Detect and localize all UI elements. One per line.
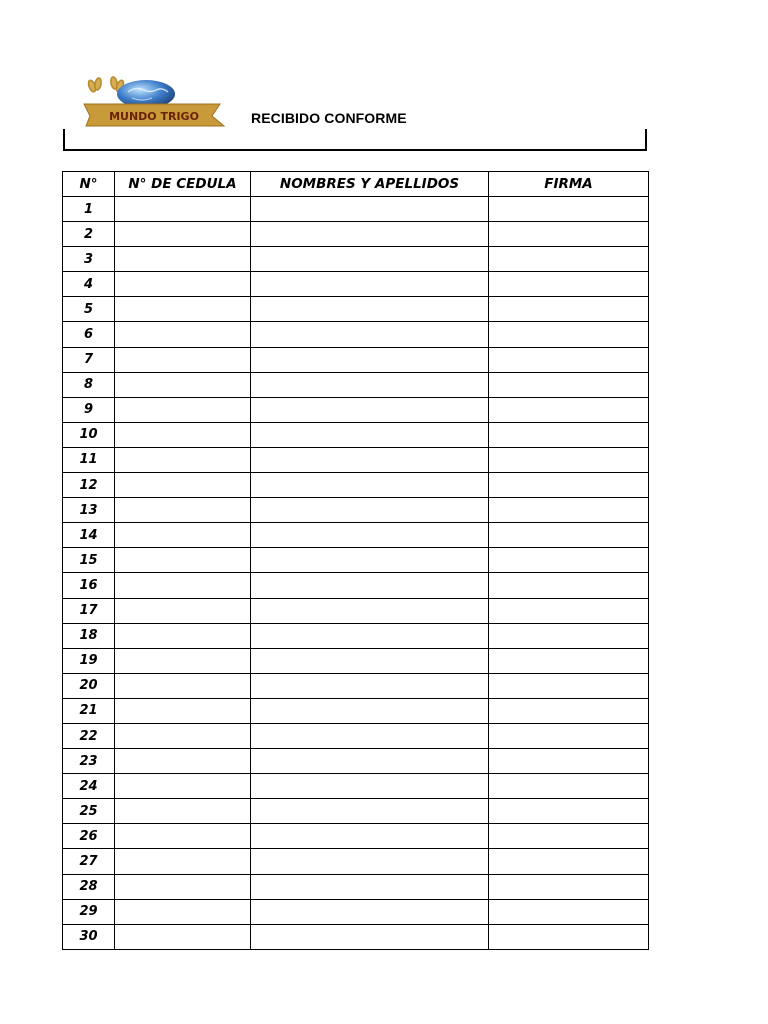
logo-brand-text: MUNDO TRIGO — [109, 110, 199, 123]
names-cell[interactable] — [251, 749, 489, 774]
names-cell[interactable] — [251, 422, 489, 447]
signature-cell[interactable] — [489, 899, 649, 924]
names-cell[interactable] — [251, 698, 489, 723]
table-row — [63, 322, 649, 347]
row-number: 25 — [63, 799, 115, 824]
signature-cell[interactable] — [489, 523, 649, 548]
row-number: 11 — [63, 447, 115, 472]
names-cell[interactable] — [251, 899, 489, 924]
table-row — [63, 799, 649, 824]
cedula-cell[interactable] — [115, 197, 251, 222]
cedula-cell[interactable] — [115, 849, 251, 874]
row-number: 15 — [63, 548, 115, 573]
cedula-cell[interactable] — [115, 648, 251, 673]
cedula-cell[interactable] — [115, 498, 251, 523]
table-row — [63, 723, 649, 748]
cedula-cell[interactable] — [115, 297, 251, 322]
row-number: 1 — [63, 197, 115, 222]
names-cell[interactable] — [251, 723, 489, 748]
signature-cell[interactable] — [489, 799, 649, 824]
row-number: 3 — [63, 247, 115, 272]
names-cell[interactable] — [251, 297, 489, 322]
names-cell[interactable] — [251, 322, 489, 347]
row-number: 18 — [63, 623, 115, 648]
table-row — [63, 247, 649, 272]
cedula-cell[interactable] — [115, 673, 251, 698]
signature-cell[interactable] — [489, 673, 649, 698]
cedula-cell[interactable] — [115, 523, 251, 548]
signature-cell[interactable] — [489, 272, 649, 297]
signature-cell[interactable] — [489, 573, 649, 598]
signature-cell[interactable] — [489, 623, 649, 648]
names-cell[interactable] — [251, 824, 489, 849]
cedula-cell[interactable] — [115, 247, 251, 272]
row-number: 20 — [63, 673, 115, 698]
column-header-signature: FIRMA — [489, 172, 649, 197]
row-number: 6 — [63, 322, 115, 347]
cedula-cell[interactable] — [115, 548, 251, 573]
cedula-cell[interactable] — [115, 623, 251, 648]
signature-cell[interactable] — [489, 774, 649, 799]
cedula-cell[interactable] — [115, 598, 251, 623]
mundo-trigo-logo — [80, 76, 228, 132]
table-row — [63, 598, 649, 623]
names-cell[interactable] — [251, 473, 489, 498]
signature-cell[interactable] — [489, 247, 649, 272]
table-row — [63, 297, 649, 322]
table-body — [63, 197, 649, 950]
table-header-row — [63, 172, 649, 197]
cedula-cell[interactable] — [115, 899, 251, 924]
table-row — [63, 573, 649, 598]
names-cell[interactable] — [251, 573, 489, 598]
cedula-cell[interactable] — [115, 347, 251, 372]
table-row — [63, 623, 649, 648]
names-cell[interactable] — [251, 598, 489, 623]
names-cell[interactable] — [251, 673, 489, 698]
names-cell[interactable] — [251, 498, 489, 523]
row-number: 4 — [63, 272, 115, 297]
table-row — [63, 197, 649, 222]
table-row — [63, 849, 649, 874]
names-cell[interactable] — [251, 849, 489, 874]
names-cell[interactable] — [251, 924, 489, 949]
names-cell[interactable] — [251, 523, 489, 548]
row-number: 12 — [63, 473, 115, 498]
names-cell[interactable] — [251, 874, 489, 899]
table-row — [63, 749, 649, 774]
table-row — [63, 673, 649, 698]
names-cell[interactable] — [251, 222, 489, 247]
table-row — [63, 422, 649, 447]
cedula-cell[interactable] — [115, 874, 251, 899]
cedula-cell[interactable] — [115, 799, 251, 824]
cedula-cell[interactable] — [115, 397, 251, 422]
row-number: 26 — [63, 824, 115, 849]
title-underline-frame — [63, 129, 647, 151]
table-row — [63, 924, 649, 949]
signature-cell[interactable] — [489, 598, 649, 623]
names-cell[interactable] — [251, 548, 489, 573]
row-number: 21 — [63, 698, 115, 723]
signature-cell[interactable] — [489, 723, 649, 748]
signature-cell[interactable] — [489, 824, 649, 849]
signature-cell[interactable] — [489, 924, 649, 949]
row-number: 16 — [63, 573, 115, 598]
signature-cell[interactable] — [489, 849, 649, 874]
signature-cell[interactable] — [489, 498, 649, 523]
cedula-cell[interactable] — [115, 222, 251, 247]
table-row — [63, 397, 649, 422]
row-number: 29 — [63, 899, 115, 924]
table-row — [63, 899, 649, 924]
signature-cell[interactable] — [489, 347, 649, 372]
table-row — [63, 523, 649, 548]
row-number: 5 — [63, 297, 115, 322]
cedula-cell[interactable] — [115, 824, 251, 849]
signature-table — [62, 171, 649, 950]
names-cell[interactable] — [251, 347, 489, 372]
names-cell[interactable] — [251, 197, 489, 222]
globe-wheat-logo-icon — [80, 76, 228, 132]
signature-cell[interactable] — [489, 749, 649, 774]
table-row — [63, 548, 649, 573]
signature-cell[interactable] — [489, 874, 649, 899]
cedula-cell[interactable] — [115, 774, 251, 799]
cedula-cell[interactable] — [115, 422, 251, 447]
row-number: 14 — [63, 523, 115, 548]
column-header-names: NOMBRES Y APELLIDOS — [251, 172, 489, 197]
signature-cell[interactable] — [489, 548, 649, 573]
names-cell[interactable] — [251, 272, 489, 297]
names-cell[interactable] — [251, 397, 489, 422]
table-row — [63, 774, 649, 799]
signature-cell[interactable] — [489, 197, 649, 222]
signature-cell[interactable] — [489, 397, 649, 422]
names-cell[interactable] — [251, 799, 489, 824]
row-number: 23 — [63, 749, 115, 774]
table-row — [63, 824, 649, 849]
page-title: RECIBIDO CONFORME — [251, 110, 407, 126]
table-row — [63, 347, 649, 372]
cedula-cell[interactable] — [115, 322, 251, 347]
table-row — [63, 698, 649, 723]
row-number: 9 — [63, 397, 115, 422]
signature-cell[interactable] — [489, 422, 649, 447]
row-number: 2 — [63, 222, 115, 247]
names-cell[interactable] — [251, 648, 489, 673]
table-row — [63, 222, 649, 247]
cedula-cell[interactable] — [115, 698, 251, 723]
row-number: 24 — [63, 774, 115, 799]
table-row — [63, 648, 649, 673]
names-cell[interactable] — [251, 372, 489, 397]
cedula-cell[interactable] — [115, 723, 251, 748]
row-number: 19 — [63, 648, 115, 673]
table-row — [63, 473, 649, 498]
names-cell[interactable] — [251, 247, 489, 272]
signature-cell[interactable] — [489, 447, 649, 472]
signature-cell[interactable] — [489, 648, 649, 673]
row-number: 28 — [63, 874, 115, 899]
table-row — [63, 447, 649, 472]
row-number: 30 — [63, 924, 115, 949]
table-row — [63, 272, 649, 297]
cedula-cell[interactable] — [115, 372, 251, 397]
row-number: 13 — [63, 498, 115, 523]
cedula-cell[interactable] — [115, 924, 251, 949]
column-header-number: N° — [63, 172, 115, 197]
cedula-cell[interactable] — [115, 573, 251, 598]
row-number: 8 — [63, 372, 115, 397]
table-row — [63, 498, 649, 523]
table-row — [63, 874, 649, 899]
signature-cell[interactable] — [489, 473, 649, 498]
row-number: 7 — [63, 347, 115, 372]
row-number: 22 — [63, 723, 115, 748]
signature-cell[interactable] — [489, 222, 649, 247]
column-header-cedula: N° DE CEDULA — [115, 172, 251, 197]
names-cell[interactable] — [251, 623, 489, 648]
signature-cell[interactable] — [489, 698, 649, 723]
signature-cell[interactable] — [489, 322, 649, 347]
table-row — [63, 372, 649, 397]
cedula-cell[interactable] — [115, 447, 251, 472]
cedula-cell[interactable] — [115, 473, 251, 498]
row-number: 17 — [63, 598, 115, 623]
cedula-cell[interactable] — [115, 749, 251, 774]
signature-cell[interactable] — [489, 297, 649, 322]
names-cell[interactable] — [251, 447, 489, 472]
signature-cell[interactable] — [489, 372, 649, 397]
cedula-cell[interactable] — [115, 272, 251, 297]
row-number: 27 — [63, 849, 115, 874]
row-number: 10 — [63, 422, 115, 447]
names-cell[interactable] — [251, 774, 489, 799]
